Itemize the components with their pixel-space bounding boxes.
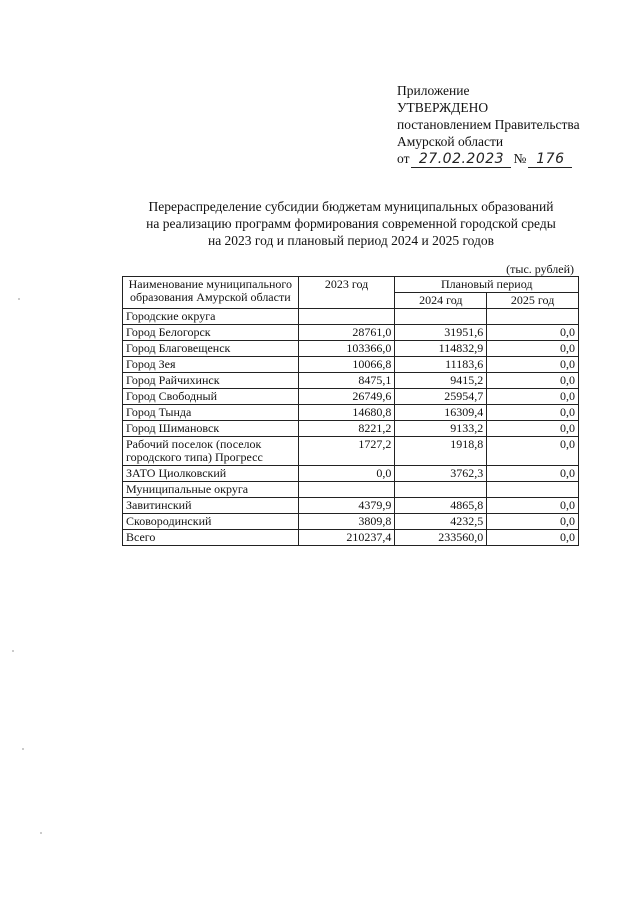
appendix-label: Приложение bbox=[397, 83, 470, 98]
row-name: Город Тында bbox=[123, 405, 299, 421]
value-2023: 8475,1 bbox=[298, 373, 395, 389]
units-note: (тыс. рублей) bbox=[506, 262, 574, 276]
table-row bbox=[123, 341, 579, 357]
approval-block bbox=[397, 82, 580, 168]
row-name: ЗАТО Циолковский bbox=[123, 466, 299, 482]
header-2024: 2024 год bbox=[395, 293, 487, 309]
handwritten-number: 176 bbox=[528, 152, 572, 168]
value-2025: 0,0 bbox=[487, 514, 579, 530]
table-row bbox=[123, 466, 579, 482]
scan-speck bbox=[22, 748, 24, 750]
subsidy-table bbox=[122, 276, 579, 546]
value-2024: 4865,8 bbox=[395, 498, 487, 514]
total-2024: 233560,0 bbox=[395, 530, 487, 546]
section-row-urban bbox=[123, 309, 579, 325]
value-2024: 11183,6 bbox=[395, 357, 487, 373]
value-2023: 8221,2 bbox=[298, 421, 395, 437]
value-2023: 1727,2 bbox=[298, 437, 395, 466]
approved-label: УТВЕРЖДЕНО bbox=[397, 100, 489, 115]
value-2023: 26749,6 bbox=[298, 389, 395, 405]
value-2025: 0,0 bbox=[487, 498, 579, 514]
from-prefix: от bbox=[397, 151, 410, 166]
value-2024: 4232,5 bbox=[395, 514, 487, 530]
handwritten-date: 27.02.2023 bbox=[411, 152, 511, 168]
value-2024: 9133,2 bbox=[395, 421, 487, 437]
table-row bbox=[123, 437, 579, 466]
value-2023: 0,0 bbox=[298, 466, 395, 482]
value-2024: 9415,2 bbox=[395, 373, 487, 389]
total-row bbox=[123, 530, 579, 546]
value-2023: 10066,8 bbox=[298, 357, 395, 373]
value-2023: 103366,0 bbox=[298, 341, 395, 357]
value-2024: 3762,3 bbox=[395, 466, 487, 482]
header-name: Наименование муниципального образования Амурской области bbox=[123, 277, 299, 309]
value-2025: 0,0 bbox=[487, 357, 579, 373]
value-2025: 0,0 bbox=[487, 325, 579, 341]
header-planned-period: Плановый период bbox=[395, 277, 579, 293]
total-2025: 0,0 bbox=[487, 530, 579, 546]
table-row bbox=[123, 373, 579, 389]
total-2023: 210237,4 bbox=[298, 530, 395, 546]
title-line-2: на реализацию программ формирования современной городской среды bbox=[146, 216, 556, 231]
value-2025: 0,0 bbox=[487, 373, 579, 389]
row-name: Город Белогорск bbox=[123, 325, 299, 341]
total-label: Всего bbox=[123, 530, 299, 546]
table-row bbox=[123, 514, 579, 530]
value-2023: 3809,8 bbox=[298, 514, 395, 530]
header-2023: 2023 год bbox=[298, 277, 395, 309]
region-label: Амурской области bbox=[397, 134, 504, 149]
title-line-1: Перераспределение субсидии бюджетам муниципальных образований bbox=[148, 199, 554, 214]
row-name: Завитинский bbox=[123, 498, 299, 514]
value-2025: 0,0 bbox=[487, 341, 579, 357]
value-2024: 114832,9 bbox=[395, 341, 487, 357]
row-name: Город Райчихинск bbox=[123, 373, 299, 389]
table-row bbox=[123, 325, 579, 341]
scan-speck bbox=[18, 298, 20, 300]
scan-speck bbox=[40, 832, 42, 834]
number-prefix: № bbox=[513, 151, 527, 166]
title-line-3: на 2023 год и плановый период 2024 и 2025 годов bbox=[207, 233, 495, 248]
table-row bbox=[123, 389, 579, 405]
table-row bbox=[123, 405, 579, 421]
value-2025: 0,0 bbox=[487, 466, 579, 482]
value-2023: 28761,0 bbox=[298, 325, 395, 341]
value-2024: 25954,7 bbox=[395, 389, 487, 405]
approved-by-label: постановлением Правительства bbox=[397, 117, 580, 132]
value-2025: 0,0 bbox=[487, 405, 579, 421]
row-name: Город Зея bbox=[123, 357, 299, 373]
row-name: Сковородинский bbox=[123, 514, 299, 530]
section-label-municipal: Муниципальные округа bbox=[123, 482, 299, 498]
row-name: Город Шимановск bbox=[123, 421, 299, 437]
value-2023: 4379,9 bbox=[298, 498, 395, 514]
section-row-municipal bbox=[123, 482, 579, 498]
table-row bbox=[123, 357, 579, 373]
value-2024: 1918,8 bbox=[395, 437, 487, 466]
value-2025: 0,0 bbox=[487, 421, 579, 437]
row-name: Город Свободный bbox=[123, 389, 299, 405]
header-2025: 2025 год bbox=[487, 293, 579, 309]
table-row bbox=[123, 421, 579, 437]
value-2024: 31951,6 bbox=[395, 325, 487, 341]
value-2024: 16309,4 bbox=[395, 405, 487, 421]
row-name: Рабочий поселок (поселок городского типа) Прогресс bbox=[123, 437, 299, 466]
scan-speck bbox=[12, 650, 14, 652]
section-label-urban: Городские округа bbox=[123, 309, 299, 325]
document-title bbox=[120, 198, 582, 249]
table-row bbox=[123, 498, 579, 514]
value-2023: 14680,8 bbox=[298, 405, 395, 421]
row-name: Город Благовещенск bbox=[123, 341, 299, 357]
resolution-date-number bbox=[397, 150, 580, 168]
value-2025: 0,0 bbox=[487, 437, 579, 466]
value-2025: 0,0 bbox=[487, 389, 579, 405]
